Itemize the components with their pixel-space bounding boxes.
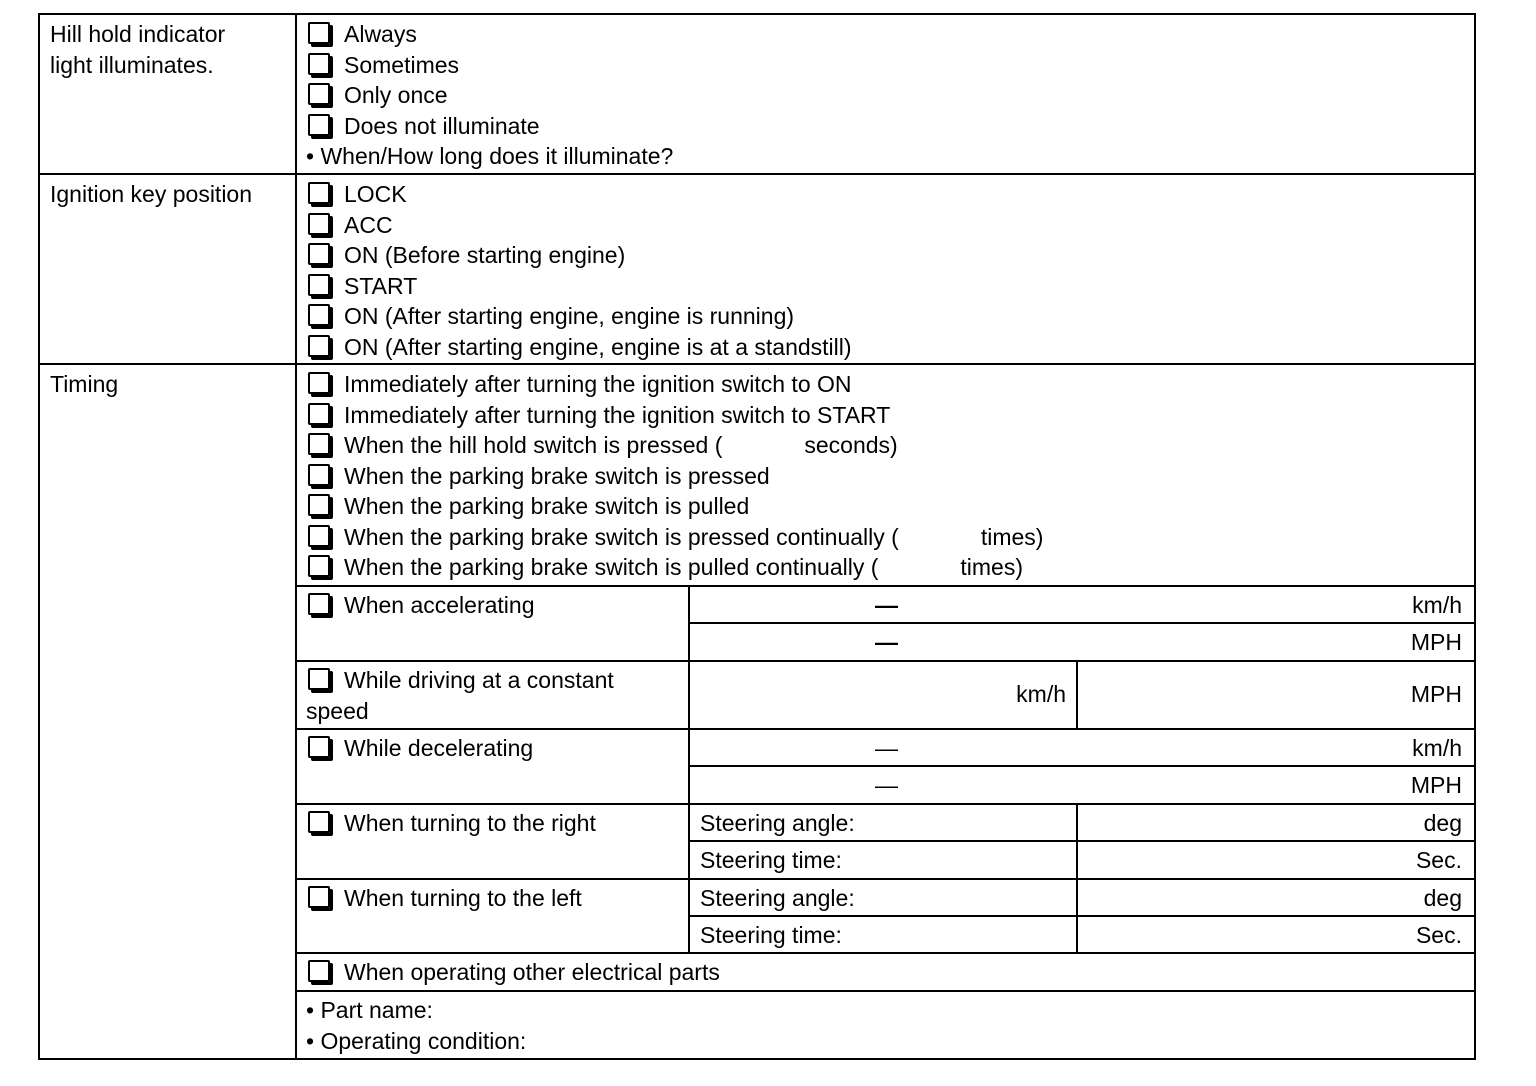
- checkbox-icon[interactable]: [308, 304, 330, 326]
- checkbox-icon[interactable]: [308, 372, 330, 394]
- checkbox-icon[interactable]: [308, 433, 330, 455]
- option-label: Sometimes: [344, 51, 460, 78]
- checkbox-icon[interactable]: [308, 555, 330, 577]
- option-after-ignition-start[interactable]: [306, 400, 1043, 431]
- hill-hold-options: [306, 19, 673, 172]
- option-parking-brake-pulled[interactable]: [306, 491, 1043, 522]
- option-label: ON (After starting engine, engine is at a standstill): [344, 333, 852, 360]
- option-label: START: [344, 272, 418, 299]
- divider-accel-mid: [688, 622, 1474, 624]
- option-on-engine-running[interactable]: [306, 301, 852, 332]
- accel-kmh-unit: km/h: [1412, 592, 1462, 618]
- checkbox-icon[interactable]: [308, 494, 330, 516]
- option-label: While driving at a constant: [344, 667, 614, 693]
- constant-kmh-unit: km/h: [1016, 681, 1066, 707]
- checkbox-icon[interactable]: [308, 114, 330, 136]
- divider-label-column: [295, 15, 297, 1058]
- option-only-once[interactable]: [306, 80, 673, 111]
- divider-constant-speed: [1076, 660, 1078, 728]
- ignition-label: Ignition key position: [50, 181, 253, 207]
- option-always[interactable]: [306, 19, 673, 50]
- option-decelerating[interactable]: [306, 733, 533, 764]
- left-steering-angle-label: Steering angle:: [700, 885, 855, 911]
- checkbox-icon[interactable]: [308, 335, 330, 357]
- option-label-suffix: times): [980, 523, 1044, 550]
- divider-left-mid: [688, 915, 1474, 917]
- option-label: When accelerating: [344, 592, 535, 618]
- option-label: LOCK: [344, 181, 407, 207]
- divider-right-end: [295, 878, 1474, 880]
- option-label: Does not illuminate: [344, 112, 540, 139]
- option-after-ignition-on[interactable]: [306, 369, 1043, 400]
- option-on-engine-standstill[interactable]: [306, 332, 852, 363]
- option-label: Immediately after turning the ignition switch to START: [344, 401, 891, 428]
- timing-options: [306, 369, 1043, 583]
- option-label: When the parking brake switch is pulled continually (: [344, 554, 879, 580]
- option-label: ON (After starting engine, engine is running): [344, 303, 795, 329]
- right-steering-time-unit: Sec.: [1415, 847, 1462, 873]
- constant-mph-unit: MPH: [1410, 681, 1462, 707]
- decel-mph-unit: MPH: [1410, 772, 1462, 798]
- hill-hold-label-line1: Hill hold indicator: [50, 21, 226, 47]
- checkbox-icon[interactable]: [308, 464, 330, 486]
- option-label: When the parking brake switch is pulled: [344, 493, 750, 519]
- checkbox-icon[interactable]: [308, 525, 330, 547]
- checkbox-icon[interactable]: [308, 22, 330, 44]
- accel-mph-unit: MPH: [1410, 629, 1462, 655]
- part-name-field[interactable]: • Part name:: [306, 997, 433, 1023]
- right-steering-angle-label: Steering angle:: [700, 810, 855, 836]
- option-label: Always: [344, 21, 417, 47]
- option-label-line2: speed: [306, 697, 369, 724]
- right-steering-angle-unit: deg: [1423, 810, 1462, 836]
- right-steering-time-label: Steering time:: [700, 847, 842, 873]
- divider-row-hill-hold: [40, 173, 1474, 175]
- checkbox-icon[interactable]: [308, 182, 330, 204]
- option-acc[interactable]: [306, 210, 852, 241]
- left-steering-time-unit: Sec.: [1415, 922, 1462, 948]
- option-sometimes[interactable]: [306, 50, 673, 81]
- hill-hold-diagnosis-form: [38, 13, 1476, 1060]
- option-parking-brake-pressed[interactable]: [306, 461, 1043, 492]
- option-turning-left[interactable]: [306, 883, 582, 914]
- option-label: Immediately after turning the ignition switch to ON: [344, 371, 852, 397]
- option-label: When the hill hold switch is pressed (: [344, 432, 723, 458]
- divider-left-end: [295, 952, 1474, 954]
- operating-condition-field[interactable]: • Operating condition:: [306, 1027, 527, 1054]
- option-label: ON (Before starting engine): [344, 242, 626, 268]
- divider-timing-subcolumn: [688, 585, 690, 954]
- checkbox-icon[interactable]: [308, 960, 330, 982]
- divider-decel-end: [295, 803, 1474, 805]
- accel-mph-dash: —: [875, 629, 898, 655]
- accel-kmh-dash: —: [875, 592, 898, 618]
- divider-timing-options: [295, 585, 1474, 587]
- option-label: Only once: [344, 82, 448, 108]
- option-label: When the parking brake switch is pressed: [344, 462, 770, 489]
- checkbox-icon[interactable]: [308, 403, 330, 425]
- option-label-suffix: times): [960, 554, 1024, 580]
- checkbox-icon[interactable]: [308, 668, 330, 690]
- option-accelerating[interactable]: [306, 590, 535, 621]
- checkbox-icon[interactable]: [308, 811, 330, 833]
- divider-row-ignition: [40, 363, 1474, 365]
- decel-kmh-unit: km/h: [1412, 735, 1462, 761]
- option-label-suffix: seconds): [804, 432, 898, 458]
- option-parking-brake-pulled-continually[interactable]: [306, 552, 1043, 583]
- electrical-details: [306, 995, 526, 1056]
- option-does-not-illuminate[interactable]: [306, 111, 673, 142]
- option-label: ACC: [344, 211, 393, 238]
- option-constant-speed[interactable]: [306, 665, 614, 726]
- divider-constant-end: [295, 728, 1474, 730]
- hill-hold-label-line2: light illuminates.: [50, 51, 214, 78]
- timing-label: Timing: [50, 371, 119, 397]
- option-label: When operating other electrical parts: [344, 959, 720, 985]
- left-steering-time-label: Steering time:: [700, 922, 842, 948]
- divider-accel-end: [295, 660, 1474, 662]
- option-hill-hold-pressed[interactable]: [306, 430, 1043, 461]
- checkbox-icon[interactable]: [308, 53, 330, 75]
- divider-right-mid: [688, 840, 1474, 842]
- option-lock[interactable]: [306, 179, 852, 210]
- hill-hold-note: • When/How long does it illuminate?: [306, 143, 674, 169]
- checkbox-icon[interactable]: [308, 83, 330, 105]
- decel-kmh-dash: —: [875, 735, 898, 761]
- option-other-electrical-parts[interactable]: [306, 957, 720, 988]
- checkbox-icon[interactable]: [308, 243, 330, 265]
- divider-electrical-end: [295, 990, 1474, 992]
- option-turning-right[interactable]: [306, 808, 596, 839]
- checkbox-icon[interactable]: [308, 593, 330, 615]
- option-parking-brake-pressed-continually[interactable]: [306, 522, 1043, 553]
- option-label: When turning to the left: [344, 885, 582, 911]
- option-label: When the parking brake switch is pressed continually (: [344, 523, 899, 550]
- option-label: While decelerating: [344, 735, 534, 761]
- checkbox-icon[interactable]: [308, 886, 330, 908]
- ignition-options: [306, 179, 852, 362]
- left-steering-angle-unit: deg: [1423, 885, 1462, 911]
- checkbox-icon[interactable]: [308, 736, 330, 758]
- checkbox-icon[interactable]: [308, 274, 330, 296]
- decel-mph-dash: —: [875, 772, 898, 798]
- option-on-before-start[interactable]: [306, 240, 852, 271]
- checkbox-icon[interactable]: [308, 213, 330, 235]
- option-start[interactable]: [306, 271, 852, 302]
- divider-decel-mid: [688, 765, 1474, 767]
- option-label: When turning to the right: [344, 810, 596, 836]
- hill-hold-label: [50, 19, 225, 80]
